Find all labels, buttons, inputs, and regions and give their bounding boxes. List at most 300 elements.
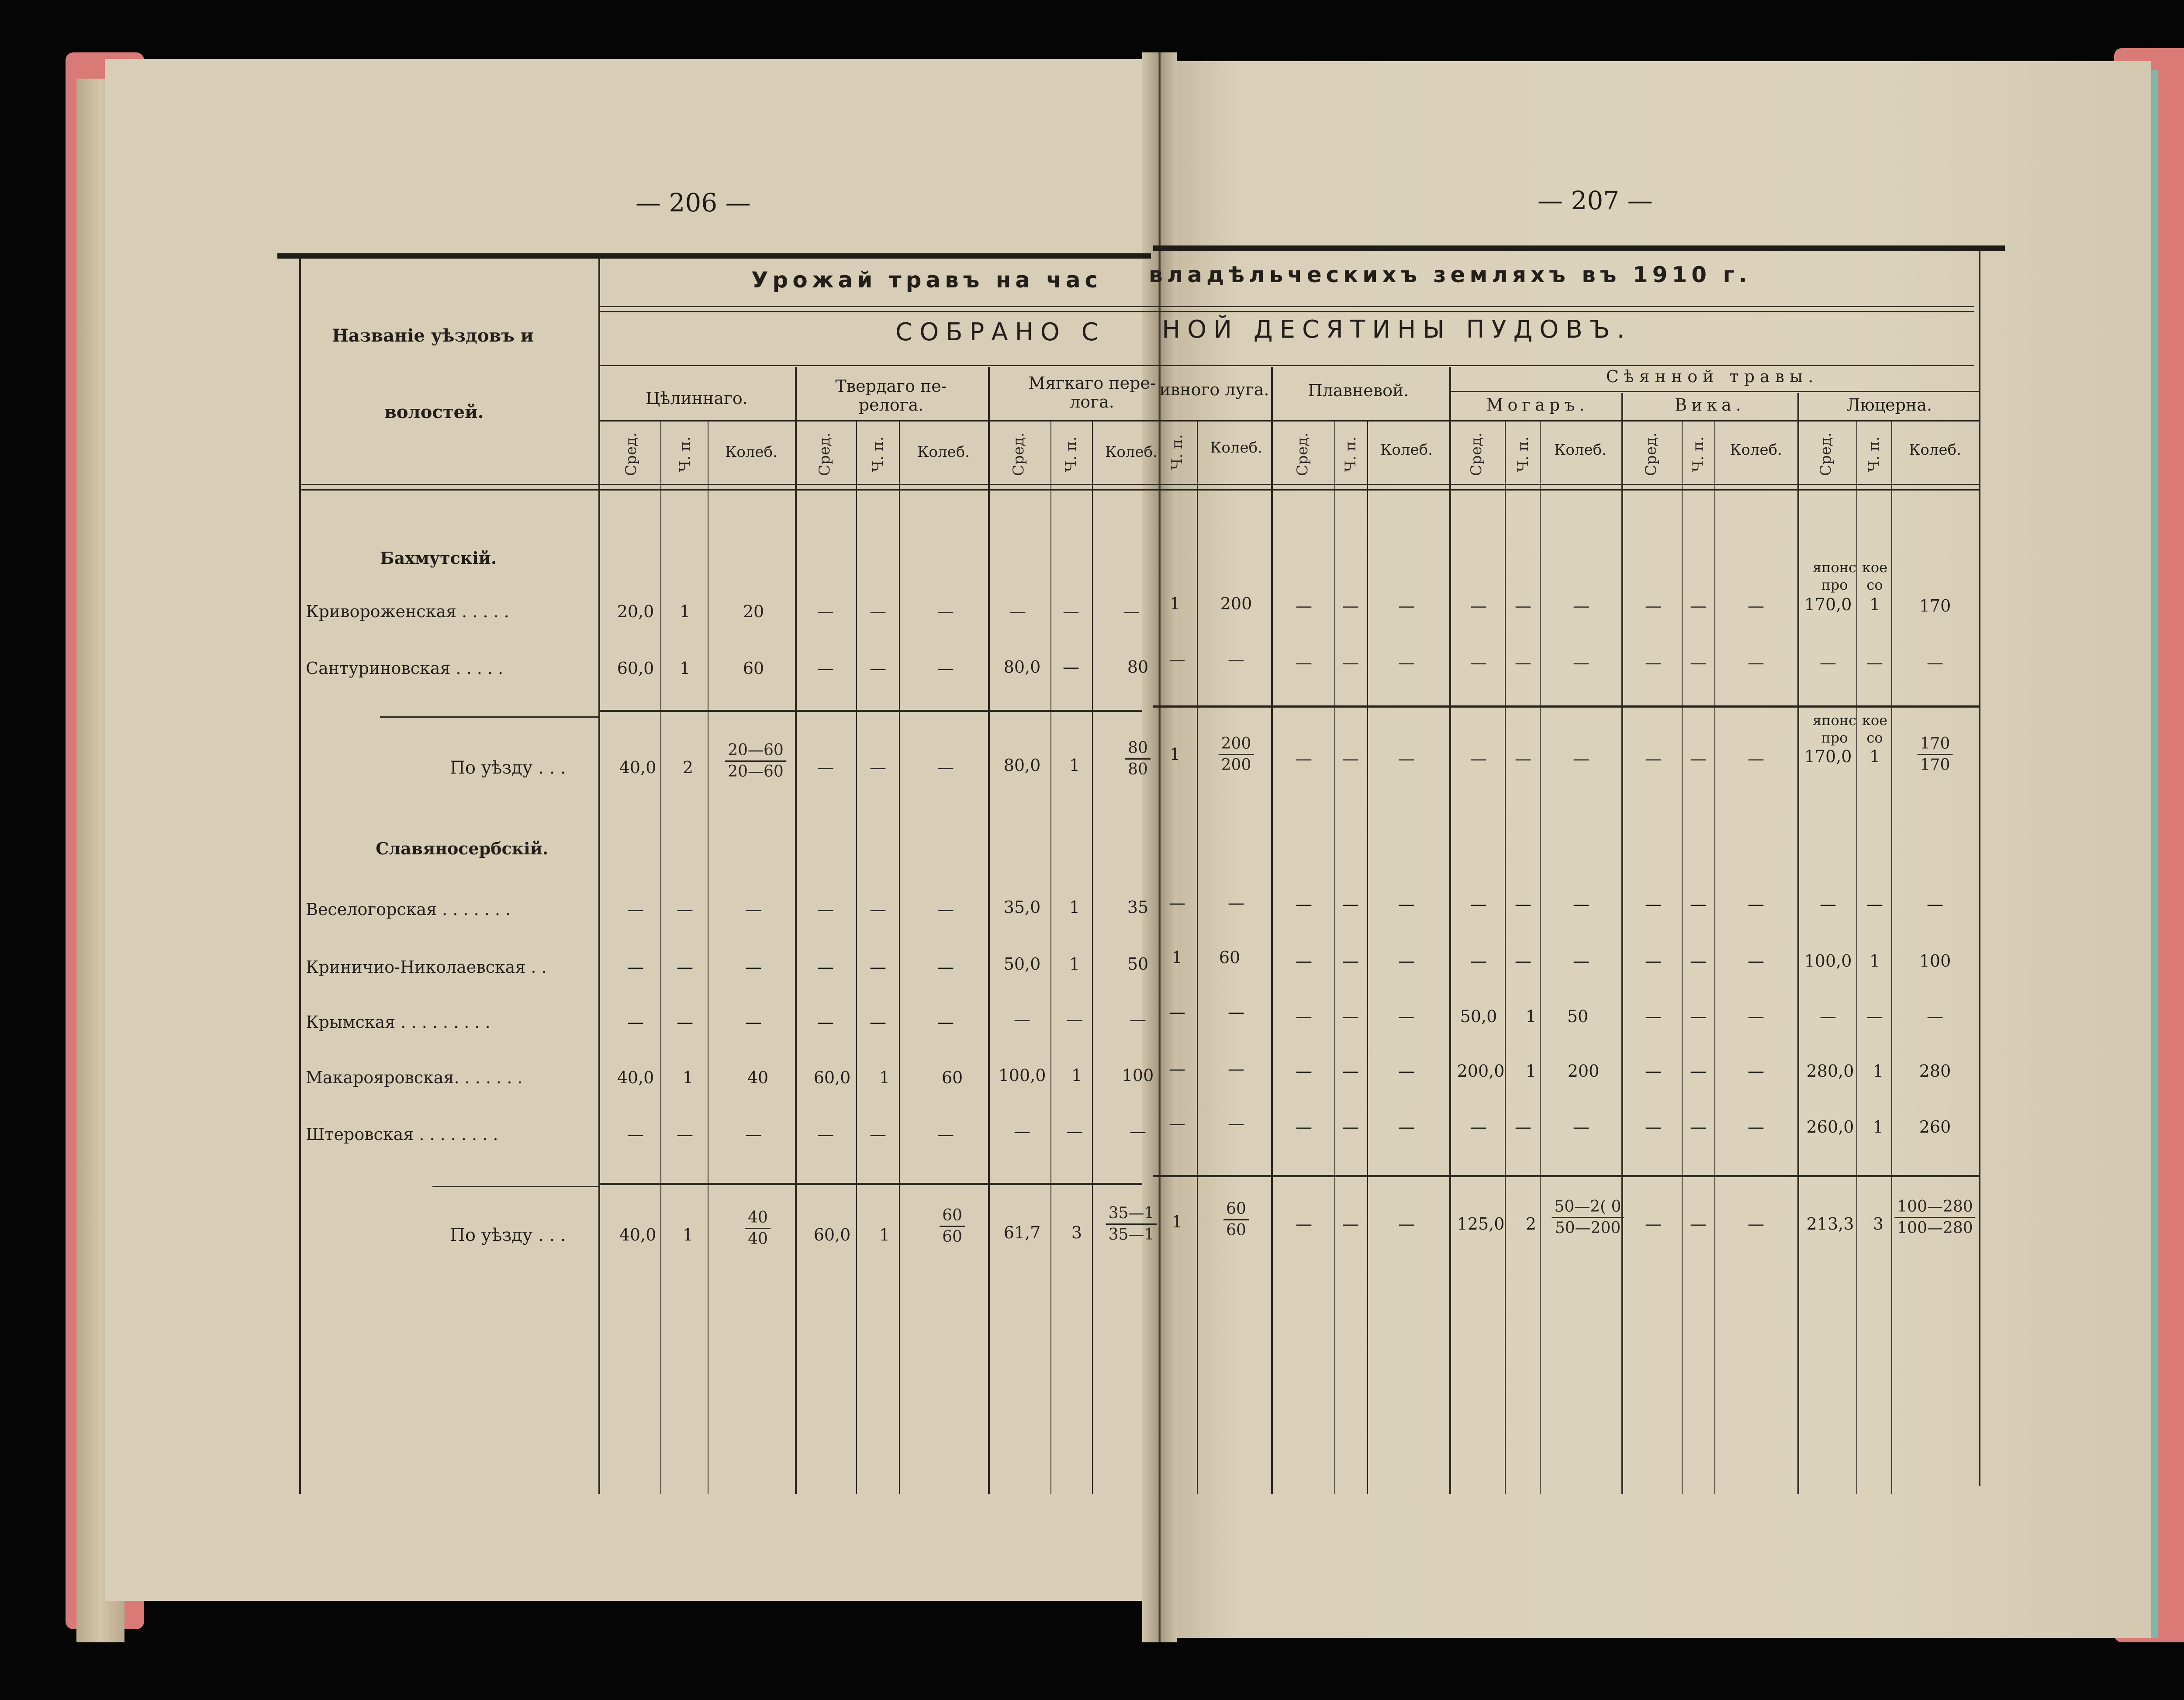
cell: — — [1515, 1117, 1531, 1137]
frac-den: 60 — [942, 1228, 962, 1246]
group-vika: Вика. — [1675, 395, 1745, 415]
sub-col-line — [1505, 422, 1506, 1494]
grp-border-lug — [1271, 367, 1273, 1494]
cell: — — [1748, 895, 1764, 914]
cell: — — [1927, 1007, 1943, 1026]
frac-den: 170 — [1920, 756, 1950, 774]
cell: — — [1690, 895, 1707, 914]
cell: — — [1515, 895, 1531, 914]
cell: 170 — [1919, 596, 1951, 615]
row-name: Штеровская . . . . . . . . — [306, 1125, 498, 1144]
cell: 1 — [879, 1068, 890, 1087]
row-name: По уѣзду . . . — [450, 758, 566, 778]
cell: — — [677, 957, 693, 977]
cell: — — [1398, 596, 1415, 615]
cell: 125,0 — [1457, 1214, 1505, 1234]
cell: — — [1063, 602, 1079, 621]
cell: 60,0 — [617, 659, 654, 678]
cell: — — [1748, 596, 1764, 615]
cell: — — [1690, 749, 1707, 768]
cell: — — [1690, 1061, 1707, 1081]
cell: — — [1573, 1117, 1590, 1137]
top-rule-right — [1153, 245, 2005, 251]
sub-koleb: Колеб. — [1380, 441, 1433, 459]
cell: — — [1927, 895, 1943, 914]
cell: — — [817, 1125, 834, 1144]
cell-note: кое — [1862, 559, 1888, 576]
group-tverd-2: релога. — [858, 395, 924, 415]
cell: 1 — [1069, 954, 1080, 974]
cell: 80 — [1127, 657, 1149, 677]
sub-col-line — [1856, 422, 1857, 1494]
cell: — — [745, 1012, 762, 1032]
cell: 1 — [679, 659, 691, 678]
fraction-cell — [1223, 1199, 1249, 1240]
cell: 40 — [747, 1068, 769, 1087]
cell: — — [937, 900, 954, 919]
row-name: Криничио-Николаевская . . — [306, 957, 547, 977]
row-header-line1: Названіе уѣздовъ и — [332, 325, 534, 346]
cell: 80,0 — [1003, 756, 1041, 775]
cell: — — [1296, 895, 1312, 914]
cell: 2 — [1525, 1214, 1537, 1234]
cell: 1 — [1069, 898, 1080, 917]
frac-den: 35—1 — [1108, 1226, 1154, 1244]
cell: — — [1342, 749, 1359, 768]
cell: — — [1645, 1061, 1662, 1081]
grp-border-plav — [1449, 367, 1451, 1494]
top-rule-left — [277, 253, 1151, 259]
cell: 1 — [679, 602, 691, 621]
cell: 1 — [1525, 1061, 1537, 1081]
cell: — — [627, 957, 644, 977]
cell: — — [1748, 1117, 1764, 1137]
cell: — — [1398, 1007, 1415, 1026]
sub-chp: Ч. п. — [676, 436, 694, 472]
sub-chp: Ч. п. — [1168, 434, 1186, 470]
sub-sred: Сред. — [1010, 432, 1027, 476]
sub-chp: Ч. п. — [1690, 436, 1707, 472]
frac-num: 200 — [1219, 734, 1254, 755]
cell-note: со — [1866, 729, 1883, 746]
cell-note: про — [1821, 729, 1848, 746]
cell: — — [1063, 657, 1079, 677]
cell: 3 — [1873, 1214, 1884, 1234]
row-name: Макарояровская. . . . . . . — [306, 1068, 523, 1087]
sub-col-line — [899, 422, 900, 1494]
cell: — — [1748, 653, 1764, 672]
cell: 61,7 — [1003, 1223, 1041, 1242]
header-bottom-1 — [301, 484, 1979, 485]
cell: — — [1398, 653, 1415, 672]
group-myagk-2: лога. — [1070, 392, 1114, 411]
cell: 35,0 — [1003, 898, 1041, 917]
cell: 1 — [682, 1225, 694, 1244]
book-gutter — [1142, 52, 1177, 1642]
cell: — — [1645, 895, 1662, 914]
cell: — — [1130, 1122, 1146, 1141]
cell: — — [627, 900, 644, 919]
fraction-cell — [1125, 738, 1151, 780]
cell: — — [1296, 1007, 1312, 1026]
cell: — — [870, 1012, 886, 1032]
cell: — — [1130, 1010, 1146, 1029]
fraction-cell — [940, 1206, 965, 1247]
cell: — — [817, 1012, 834, 1032]
cell: — — [937, 1125, 954, 1144]
cell: — — [1470, 895, 1487, 914]
cell: — — [1866, 653, 1883, 672]
sub-koleb: Колеб. — [1210, 439, 1262, 456]
cell: — — [1748, 951, 1764, 971]
cell: — — [1748, 1214, 1764, 1234]
fraction-cell — [1106, 1203, 1157, 1245]
frac-num: 50—2( 0 — [1552, 1197, 1624, 1218]
cell: — — [1470, 951, 1487, 971]
cell: 2 — [682, 758, 694, 777]
cell: 40,0 — [617, 1068, 654, 1087]
cell: 100 — [1919, 951, 1951, 971]
cell: — — [1690, 653, 1707, 672]
cell: 40,0 — [619, 758, 657, 777]
cell: — — [817, 659, 834, 678]
frac-den: 20—60 — [728, 763, 784, 781]
cell: — — [1645, 749, 1662, 768]
cell: 1 — [1869, 747, 1880, 766]
group-lug: ивного луга. — [1159, 380, 1269, 399]
sub-sred: Сред. — [816, 432, 833, 476]
frac-den: 40 — [748, 1230, 768, 1248]
cell: — — [1296, 749, 1312, 768]
sub-sred: Сред. — [1817, 432, 1835, 476]
cell: — — [870, 602, 886, 621]
cell: — — [1470, 1117, 1487, 1137]
cell: 200 — [1220, 594, 1252, 613]
row-name: Веселогорская . . . . . . . — [306, 900, 511, 919]
grp-border-celin — [795, 367, 797, 1494]
cell: — — [1014, 1010, 1030, 1029]
cell: — — [817, 900, 834, 919]
cell: 1 — [1873, 1117, 1884, 1137]
cell: — — [1645, 1007, 1662, 1026]
cell: — — [1296, 951, 1312, 971]
subtitle-underline — [598, 365, 1974, 366]
cell: — — [937, 1012, 954, 1032]
cell: 40,0 — [619, 1225, 657, 1244]
cell: — — [1515, 749, 1531, 768]
sub-chp: Ч. п. — [1865, 436, 1883, 472]
frac-den: 80 — [1128, 760, 1148, 778]
cell: — — [1927, 653, 1943, 672]
cell: — — [1645, 1214, 1662, 1234]
cell: 1 — [682, 1068, 694, 1087]
group-underline — [598, 420, 1979, 422]
fraction-cell — [745, 1208, 771, 1249]
frac-num: 60 — [1223, 1199, 1249, 1220]
cell: — — [1748, 1061, 1764, 1081]
cell: — — [1398, 951, 1415, 971]
sub-sred: Сред. — [622, 432, 640, 476]
cell: 1 — [1169, 745, 1181, 764]
cell: 200 — [1567, 1061, 1600, 1081]
frac-den: 200 — [1221, 756, 1251, 774]
cell: 50,0 — [1003, 954, 1041, 974]
cell: — — [1645, 951, 1662, 971]
fraction-cell — [1894, 1197, 1975, 1238]
cell: 100 — [1122, 1066, 1154, 1085]
cell: 35 — [1127, 898, 1149, 917]
cell: — — [1573, 596, 1590, 615]
cell: — — [745, 1125, 762, 1144]
fraction-cell — [1219, 734, 1254, 775]
fraction-cell — [725, 740, 786, 782]
fraction-cell — [1552, 1197, 1624, 1238]
cell: 20 — [743, 602, 764, 621]
frac-num: 170 — [1918, 734, 1953, 755]
sub-koleb: Колеб. — [1730, 441, 1782, 459]
grp-border-tverd — [988, 367, 990, 1494]
sub-col-line — [1714, 422, 1715, 1494]
group-mogar: Могаръ. — [1486, 395, 1589, 415]
total2-separator-left — [432, 1186, 598, 1187]
cell: — — [1296, 1061, 1312, 1081]
sub-koleb: Колеб. — [1909, 441, 1961, 459]
total-separator-cols-right — [1153, 705, 1979, 708]
fraction-cell — [1918, 734, 1953, 775]
cell: — — [1296, 596, 1312, 615]
cell: — — [745, 900, 762, 919]
cell-note: японс — [1812, 559, 1857, 576]
cell: — — [1169, 1114, 1185, 1133]
cell: — — [937, 602, 954, 621]
group-tverd-1: Твердаго пе- — [835, 377, 947, 396]
frac-den: 60 — [1226, 1221, 1246, 1239]
cell: — — [1515, 653, 1531, 672]
total-separator-cols — [598, 710, 1142, 712]
cell-note: кое — [1862, 712, 1888, 729]
sub-koleb: Колеб. — [725, 443, 778, 461]
cell: 50 — [1567, 1007, 1589, 1026]
cell-note: про — [1821, 577, 1848, 593]
page-number-right: — 207 — — [1538, 186, 1653, 215]
cell: — — [627, 1125, 644, 1144]
cell: — — [677, 900, 693, 919]
cell: — — [1690, 1007, 1707, 1026]
sub-col-line — [1540, 422, 1541, 1494]
cell: 1 — [879, 1225, 890, 1244]
cell: 50 — [1127, 954, 1149, 974]
cell: 260 — [1919, 1117, 1951, 1137]
cell: 1 — [1171, 1212, 1183, 1231]
frac-num: 100—280 — [1894, 1197, 1975, 1218]
cell: — — [1342, 1214, 1359, 1234]
cell: 213,3 — [1806, 1214, 1854, 1234]
seyan-underline — [1450, 391, 1979, 392]
cell: — — [677, 1125, 693, 1144]
cell: — — [1690, 1214, 1707, 1234]
cell: — — [1228, 1002, 1244, 1022]
cell: 60 — [1219, 948, 1241, 967]
table-title-left: Урожай травъ на час — [751, 267, 1102, 293]
cell: — — [1820, 1007, 1836, 1026]
sub-sred: Сред. — [1642, 432, 1660, 476]
frac-num: 40 — [745, 1208, 771, 1229]
grp-border-mogar — [1621, 393, 1623, 1494]
cell: 1 — [1873, 1061, 1884, 1081]
group-seyan: Сѣянной травы. — [1606, 367, 1819, 386]
sub-col-line — [1334, 422, 1335, 1494]
cell: 80,0 — [1003, 657, 1041, 677]
table-subtitle-right: НОЙ ДЕСЯТИНЫ ПУДОВЪ. — [1162, 315, 1632, 344]
cell: — — [1296, 1214, 1312, 1234]
cell: 1 — [1869, 595, 1880, 614]
group-lucern: Люцерна. — [1846, 395, 1932, 415]
cell: — — [1573, 951, 1590, 971]
frac-num: 80 — [1125, 738, 1151, 760]
cell: — — [1342, 951, 1359, 971]
total2-separator-cols-right — [1153, 1175, 1979, 1177]
table-subtitle-left: СОБРАНО С — [895, 318, 1106, 346]
cell: — — [627, 1012, 644, 1032]
cell: 60,0 — [813, 1225, 851, 1244]
sub-sred: Сред. — [1294, 432, 1311, 476]
cell: 60 — [941, 1068, 963, 1087]
sub-chp: Ч. п. — [1342, 436, 1359, 472]
cell: — — [1748, 1007, 1764, 1026]
cell: — — [1342, 653, 1359, 672]
group-plav: Плавневой. — [1308, 381, 1409, 400]
cell: — — [1169, 650, 1185, 669]
cell: — — [1398, 1117, 1415, 1137]
cell: — — [870, 758, 886, 777]
cell: — — [817, 602, 834, 621]
frac-num: 60 — [940, 1206, 965, 1227]
table-right-border — [1979, 250, 1980, 1486]
cell: — — [1228, 650, 1244, 669]
sub-col-line — [856, 422, 857, 1494]
total2-separator-cols — [598, 1183, 1142, 1185]
cell: — — [1866, 1007, 1883, 1026]
sub-chp: Ч. п. — [1514, 436, 1532, 472]
cell: — — [1645, 596, 1662, 615]
cell: 1 — [1071, 1066, 1082, 1085]
table-left-border — [299, 258, 301, 1494]
cell: — — [817, 957, 834, 977]
cell: 50,0 — [1460, 1007, 1497, 1026]
cell: 1 — [1525, 1007, 1537, 1026]
cell: — — [1398, 895, 1415, 914]
row-header-line2: волостей. — [384, 402, 484, 422]
sub-chp: Ч. п. — [869, 436, 887, 472]
cell: — — [1342, 1061, 1359, 1081]
row-name: Кривороженская . . . . . — [306, 602, 509, 621]
sub-chp: Ч. п. — [1062, 436, 1080, 472]
cell: 170,0 — [1804, 595, 1852, 614]
cell: 280 — [1919, 1061, 1951, 1081]
cell: 3 — [1071, 1223, 1082, 1242]
sub-koleb: Колеб. — [1554, 441, 1607, 459]
cell: 1 — [1069, 756, 1080, 775]
total-separator-left — [380, 716, 598, 718]
cell: — — [1169, 893, 1185, 912]
row-name: Крымская . . . . . . . . . — [306, 1012, 491, 1032]
row-name: Сантуриновская . . . . . — [306, 659, 504, 678]
cell: — — [1573, 749, 1590, 768]
header-bottom-2 — [301, 489, 1979, 491]
sub-sred: Сред. — [1468, 432, 1485, 476]
cell: — — [937, 957, 954, 977]
cell: 260,0 — [1806, 1117, 1854, 1137]
cell: — — [1866, 895, 1883, 914]
grp-border-vika — [1797, 393, 1799, 1494]
cell: — — [1342, 895, 1359, 914]
cell: — — [1645, 1117, 1662, 1137]
cell: — — [1009, 602, 1026, 621]
title-underline-2 — [598, 311, 1974, 312]
cell: — — [1398, 1061, 1415, 1081]
cell: 170,0 — [1804, 747, 1852, 766]
cell: — — [817, 758, 834, 777]
frac-num: 35—1 — [1106, 1203, 1157, 1225]
cell: — — [1690, 596, 1707, 615]
cell: 100,0 — [1804, 951, 1852, 971]
page-number-left: — 206 — — [636, 188, 751, 218]
cell: — — [1470, 596, 1487, 615]
cell: — — [1169, 1059, 1185, 1078]
cell: — — [1645, 653, 1662, 672]
title-underline-1 — [598, 306, 1974, 307]
row-name: По уѣзду . . . — [450, 1225, 566, 1245]
cell: — — [1573, 895, 1590, 914]
frac-num: 20—60 — [725, 740, 786, 762]
cell: — — [870, 900, 886, 919]
cell: — — [937, 659, 954, 678]
sub-col-line — [1682, 422, 1683, 1494]
cell: — — [1228, 1059, 1244, 1078]
section-slavyanoserb: Славяносербскій. — [376, 839, 548, 858]
sub-koleb: Колеб. — [1105, 443, 1158, 461]
cell: — — [870, 957, 886, 977]
cell: — — [1066, 1010, 1083, 1029]
cell: 1 — [1869, 951, 1880, 971]
cell: — — [1296, 653, 1312, 672]
cell: — — [870, 1125, 886, 1144]
cell: — — [1470, 653, 1487, 672]
cell: — — [1014, 1122, 1030, 1141]
cell: — — [1066, 1122, 1083, 1141]
sub-col-line — [1891, 422, 1892, 1494]
group-myagk-1: Мягкаго пере- — [1028, 373, 1156, 393]
cell: — — [1123, 602, 1140, 621]
cell: — — [745, 957, 762, 977]
cell: — — [1470, 749, 1487, 768]
sub-col-line — [1197, 422, 1198, 1494]
cell: — — [1398, 1214, 1415, 1234]
sub-col-line — [660, 422, 661, 1494]
cell: 60 — [743, 659, 764, 678]
cell: — — [1342, 1117, 1359, 1137]
cell: — — [1169, 1002, 1185, 1022]
cell: — — [1296, 1117, 1312, 1137]
cell: — — [1342, 596, 1359, 615]
cell: — — [1228, 1114, 1244, 1133]
sub-koleb: Колеб. — [917, 443, 970, 461]
cell: — — [1228, 893, 1244, 912]
cell: — — [1690, 1117, 1707, 1137]
cell: 1 — [1171, 948, 1183, 967]
cell: — — [1573, 653, 1590, 672]
right-page — [1160, 61, 2151, 1638]
